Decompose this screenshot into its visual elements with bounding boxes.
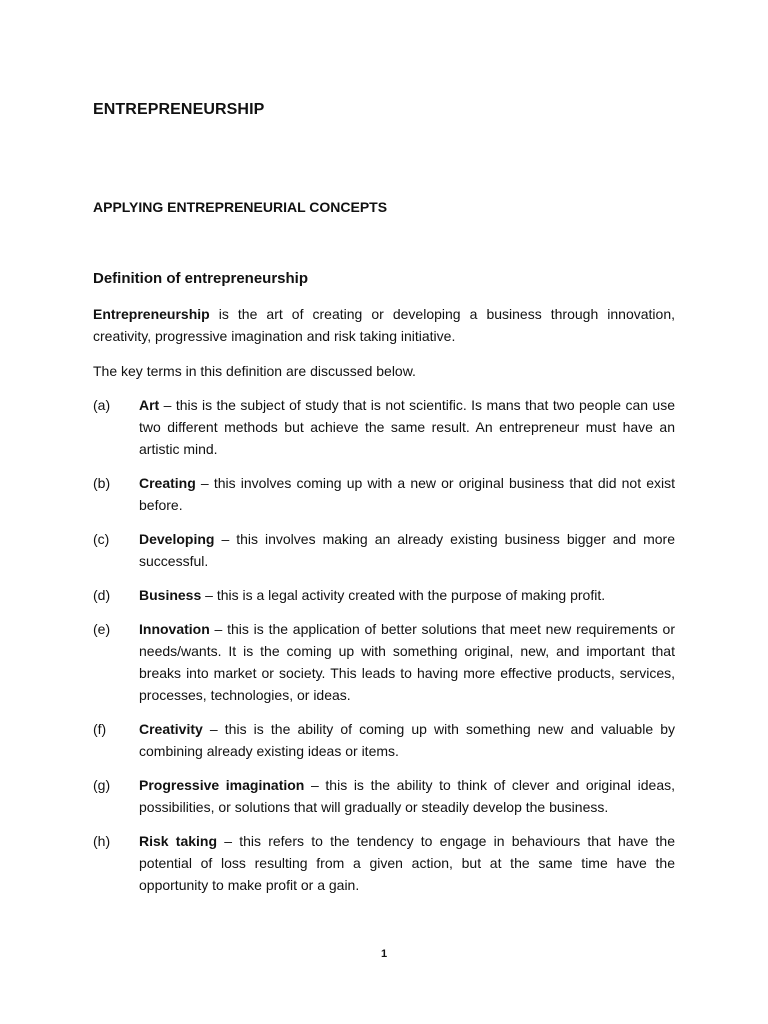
- definition-paragraph: [93, 303, 675, 347]
- definition-term: Entrepreneurship: [93, 306, 210, 322]
- list-item-body: [139, 394, 675, 460]
- term-name: Developing: [139, 531, 215, 547]
- list-marker: (e): [93, 621, 111, 637]
- list-item: [93, 584, 675, 606]
- list-marker: (b): [93, 475, 111, 491]
- term-name: Art: [139, 397, 160, 413]
- term-name: Innovation: [139, 621, 210, 637]
- section-title: APPLYING ENTREPRENEURIAL CONCEPTS: [93, 199, 388, 215]
- list-item-body: [139, 472, 675, 516]
- term-description: – this is the ability of coming up with something new and valuable by combining already existing ideas or items.: [139, 721, 675, 759]
- list-item: [93, 472, 675, 516]
- list-item-body: [139, 618, 675, 706]
- term-description: – this is a legal activity created with the purpose of making profit.: [201, 587, 606, 603]
- list-marker: (d): [93, 587, 111, 603]
- list-marker: (h): [93, 833, 111, 849]
- list-item: [93, 528, 675, 572]
- intro-paragraph: The key terms in this definition are discussed below.: [93, 363, 416, 379]
- list-marker: (c): [93, 531, 110, 547]
- term-description: – this is the ability to think of clever and original ideas, possibilities, or solutions that will gradually or steadily develop the business.: [139, 777, 675, 815]
- term-name: Creating: [139, 475, 196, 491]
- definition-text: is the art of creating or developing a business through innovation, creativity, progressive imagination and risk taking initiative.: [93, 306, 675, 344]
- list-item-body: [139, 830, 675, 896]
- term-description: – this involves making an already existing business bigger and more successful.: [139, 531, 675, 569]
- term-name: Creativity: [139, 721, 203, 737]
- list-item-body: [139, 774, 675, 818]
- list-item: [93, 774, 675, 818]
- list-item: [93, 394, 675, 460]
- term-description: – this refers to the tendency to engage in behaviours that have the potential of loss resulting from a given action, but at the same time have the opportunity to make profit or a gain.: [139, 833, 675, 893]
- key-terms-list: [93, 394, 675, 908]
- list-item-body: [139, 584, 675, 606]
- list-item-body: [139, 718, 675, 762]
- list-item: [93, 618, 675, 706]
- page-number: 1: [380, 948, 388, 960]
- list-marker: (a): [93, 397, 111, 413]
- term-description: – this involves coming up with a new or original business that did not exist before.: [139, 475, 675, 513]
- list-marker: (g): [93, 777, 111, 793]
- list-item: [93, 830, 675, 896]
- term-name: Business: [139, 587, 202, 603]
- list-item: [93, 718, 675, 762]
- term-description: – this is the subject of study that is not scientific. Is mans that two people can use two different methods but achieve the same result. An entrepreneur must have an artistic mind.: [139, 397, 675, 457]
- document-title: ENTREPRENEURSHIP: [93, 101, 265, 118]
- term-name: Progressive imagination: [139, 777, 305, 793]
- subsection-title: Definition of entrepreneurship: [93, 270, 309, 287]
- list-marker: (f): [93, 721, 107, 737]
- term-name: Risk taking: [139, 833, 218, 849]
- term-description: – this is the application of better solutions that meet new requirements or needs/wants. It is the coming up with something original, new, and important that breaks into market or society. This leads to having more effective products, services, processes, technologies, or ideas.: [139, 621, 675, 703]
- list-item-body: [139, 528, 675, 572]
